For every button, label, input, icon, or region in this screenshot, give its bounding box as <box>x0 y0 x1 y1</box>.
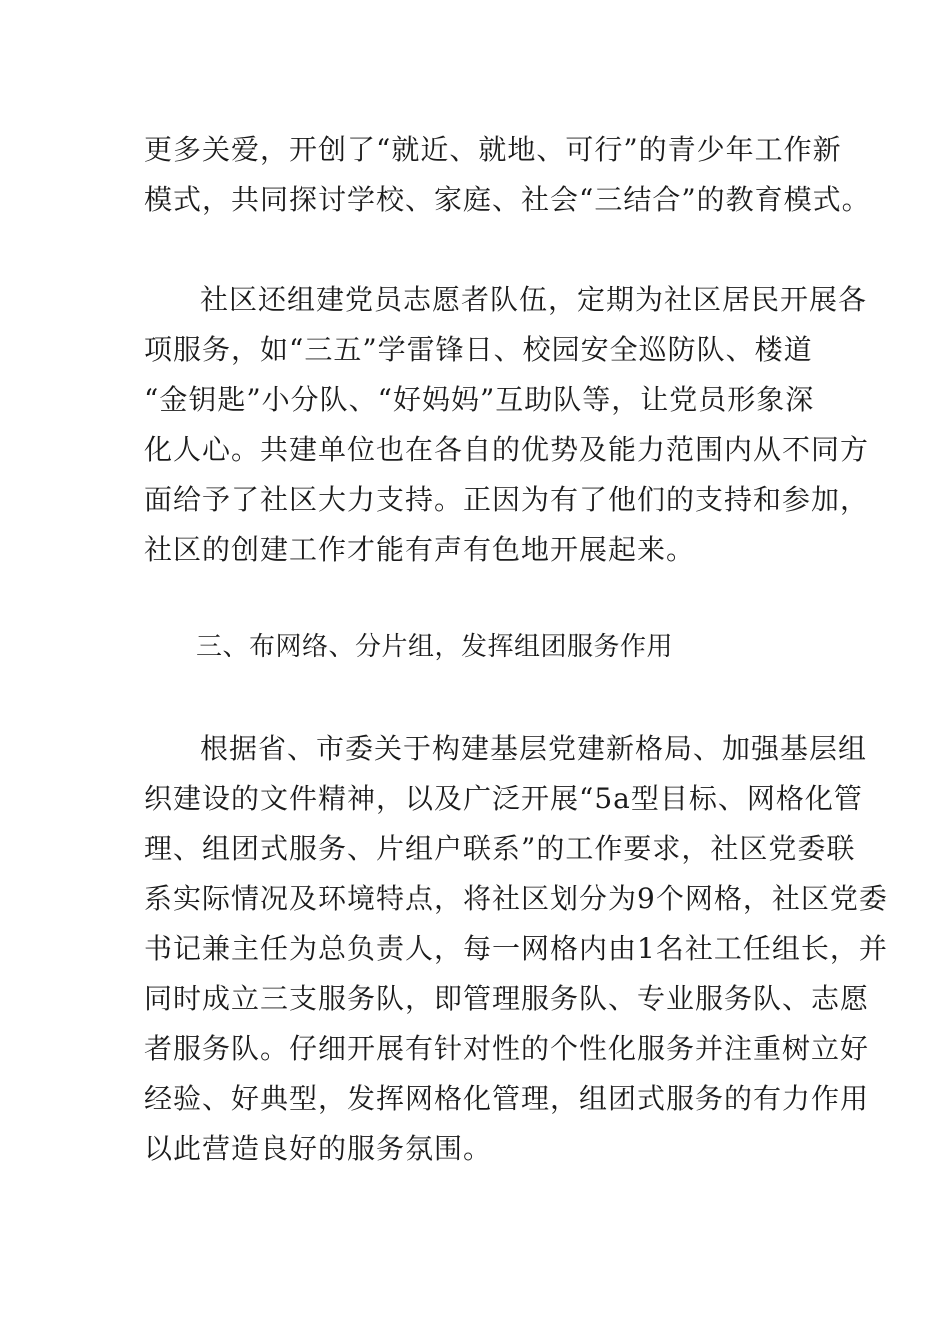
paragraph-line: 根据省、市委关于构建基层党建新格局、加强基层组 <box>200 732 868 765</box>
paragraph-line: 经验、好典型，发挥网格化管理，组团式服务的有力作用 <box>144 1082 870 1115</box>
paragraph-line: 者服务队。仔细开展有针对性的个性化服务并注重树立好 <box>144 1032 870 1065</box>
paragraph-line: 面给予了社区大力支持。正因为有了他们的支持和参加， <box>144 483 870 516</box>
paragraph-line: 社区还组建党员志愿者队伍，定期为社区居民开展各 <box>200 283 868 316</box>
paragraph-line: 更多关爱，开创了“就近、就地、可行”的青少年工作新 <box>144 133 842 166</box>
paragraph-line: 以此营造良好的服务氛围。 <box>144 1132 493 1165</box>
section-heading: 三、布网络、分片组，发挥组团服务作用 <box>196 632 674 662</box>
paragraph-line: 系实际情况及环境特点，将社区划分为9个网格，社区党委 <box>144 882 888 915</box>
paragraph-line: “金钥匙”小分队、“好妈妈”互助队等，让党员形象深 <box>144 383 815 416</box>
paragraph-line: 化人心。共建单位也在各自的优势及能力范围内从不同方 <box>144 433 870 466</box>
paragraph-line: 模式，共同探讨学校、家庭、社会“三结合”的教育模式。 <box>144 183 871 216</box>
paragraph-line: 项服务，如“三五”学雷锋日、校园安全巡防队、楼道 <box>144 333 813 366</box>
paragraph-line: 同时成立三支服务队，即管理服务队、专业服务队、志愿 <box>144 982 870 1015</box>
paragraph-line: 织建设的文件精神，以及广泛开展“5a型目标、网格化管 <box>144 782 863 815</box>
paragraph-line: 理、组团式服务、片组户联系”的工作要求，社区党委联 <box>144 832 856 865</box>
paragraph-line: 社区的创建工作才能有声有色地开展起来。 <box>144 533 696 566</box>
paragraph-line: 书记兼主任为总负责人，每一网格内由1名社工任组长，并 <box>144 932 888 965</box>
